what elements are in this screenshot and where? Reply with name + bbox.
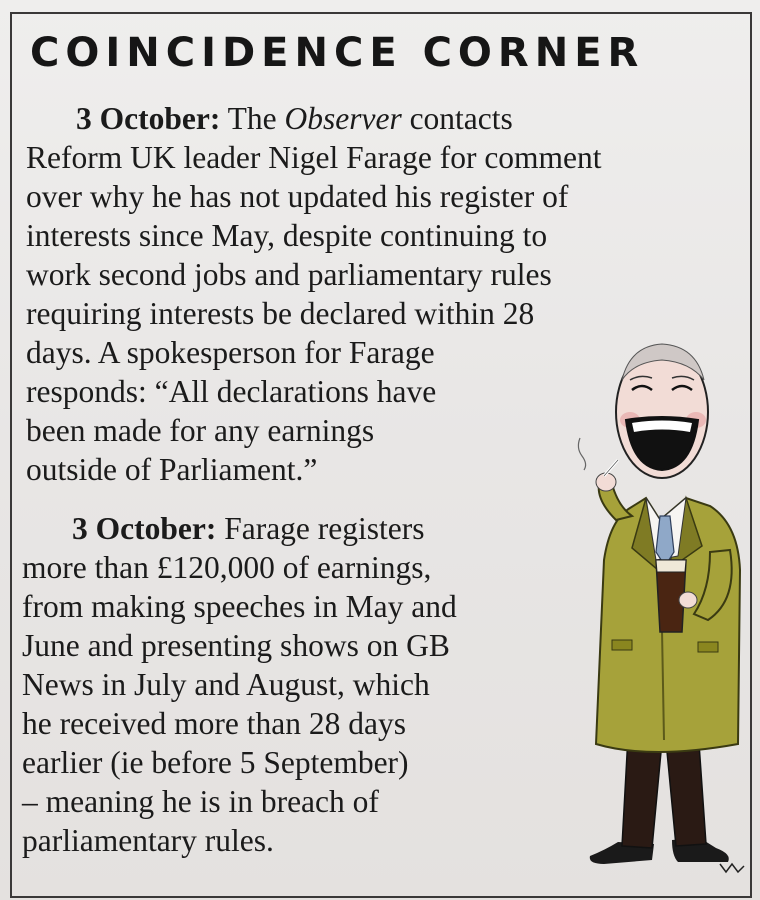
entry-text: contacts <box>401 101 513 136</box>
entry-1-line-5: work second jobs and parliamentary rules <box>26 257 552 292</box>
entry-text: The <box>220 101 285 136</box>
coat-pocket <box>698 642 718 652</box>
entry-2-line-9: parliamentary rules. <box>22 823 274 858</box>
entry-1-line-8: responds: “All declarations have <box>26 374 437 409</box>
entry-date: 3 October: <box>72 511 217 546</box>
coat-pocket <box>612 640 632 650</box>
entry-1-line-1 <box>26 99 602 138</box>
entry-2-line-5: News in July and August, which <box>22 667 430 702</box>
caricature-figure-icon <box>560 320 760 880</box>
artist-signature <box>720 864 744 872</box>
entry-2 <box>22 509 457 860</box>
entry-2-line-2: more than £120,000 of earnings, <box>22 550 432 585</box>
headline: COINCIDENCE CORNER <box>30 30 645 76</box>
beer-froth <box>656 560 686 572</box>
entry-date: 3 October: <box>76 101 221 136</box>
hand <box>679 592 697 608</box>
entry-1-line-10: outside of Parliament.” <box>26 452 318 487</box>
entry-2-line-3: from making speeches in May and <box>22 589 457 624</box>
entry-2-line-6: he received more than 28 days <box>22 706 406 741</box>
smoke-icon <box>578 438 585 470</box>
publication-name: Observer <box>284 101 402 136</box>
entry-1-line-6: requiring interests be declared within 28 <box>26 296 535 331</box>
entry-1-line-7: days. A spokesperson for Farage <box>26 335 435 370</box>
entry-2-line-4: June and presenting shows on GB <box>22 628 450 663</box>
entry-1-line-9: been made for any earnings <box>26 413 375 448</box>
entry-text: Farage registers <box>216 511 425 546</box>
entry-1-line-4: interests since May, despite continuing to <box>26 218 548 253</box>
entry-2-line-8: – meaning he is in breach of <box>22 784 379 819</box>
entry-1-line-3: over why he has not updated his register of <box>26 179 569 214</box>
entry-2-line-1 <box>22 509 457 548</box>
entry-1 <box>26 99 602 489</box>
entry-1-line-2: Reform UK leader Nigel Farage for comment <box>26 140 602 175</box>
entry-2-line-7: earlier (ie before 5 September) <box>22 745 409 780</box>
